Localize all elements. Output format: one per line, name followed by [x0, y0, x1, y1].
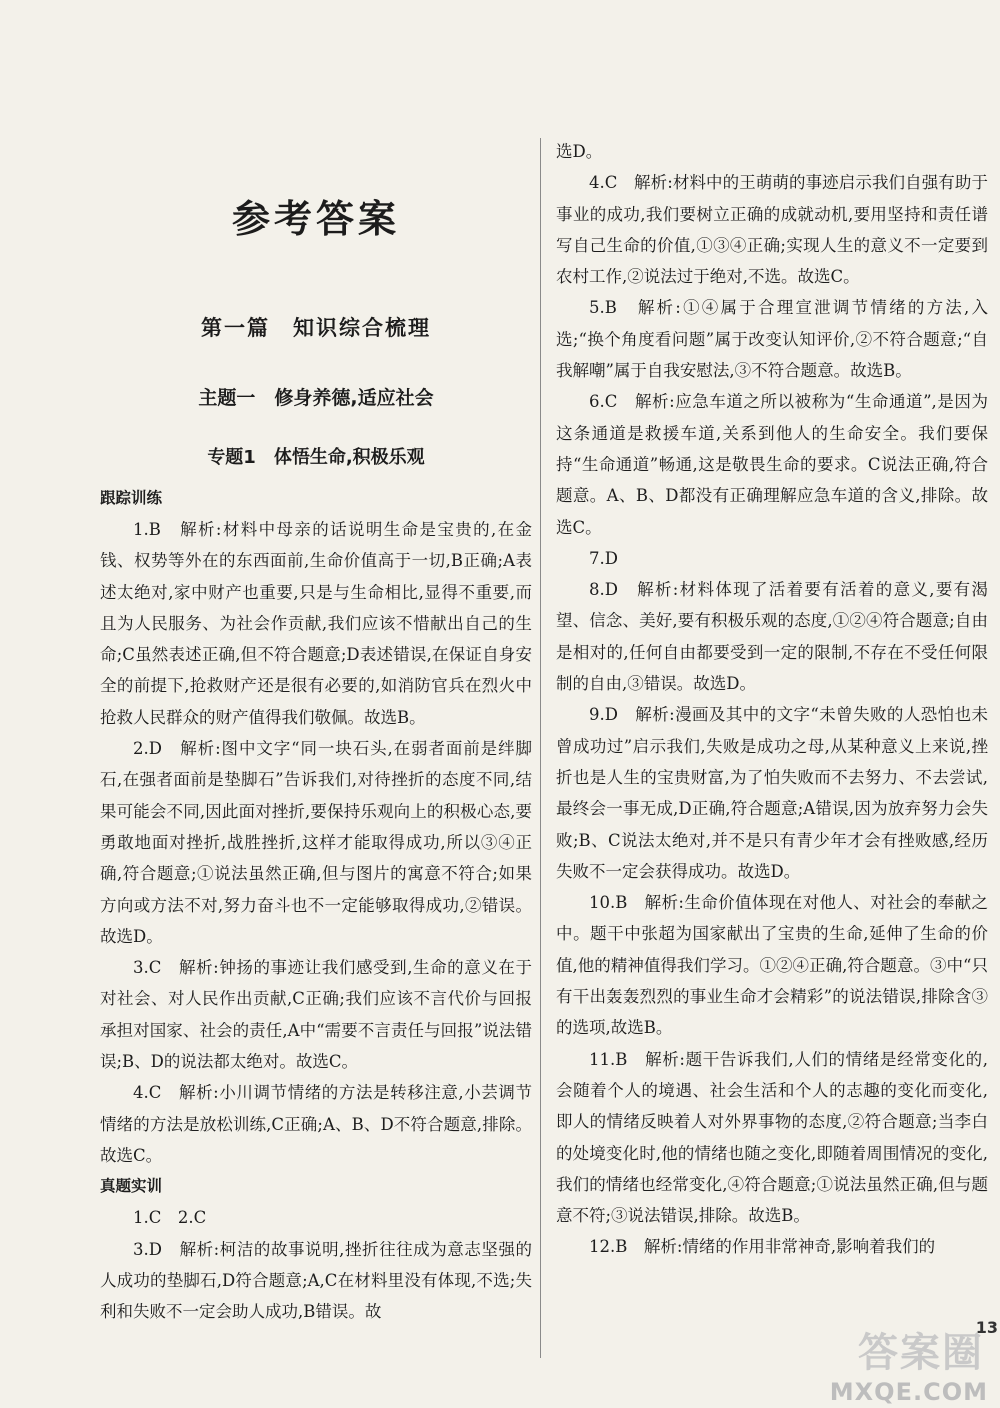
answer-r7: 7.D [589, 548, 618, 568]
answer-real-3: 3.D 解析:柯洁的故事说明,挫折往往成为意志坚强的人成功的垫脚石,D符合题意;A,C在材料里没有体现,不选;失利和失败不一定会助人成功,B错误。故 [100, 1239, 532, 1322]
answer-continued: 选D。 [556, 142, 603, 161]
answer-r9: 9.D 解析:漫画及其中的文字“未曾失败的人恐怕也未曾成功过”启示我们,失败是成功之母,从某种意义上来说,挫折也是人生的宝贵财富,为了怕失败而不去努力、不去尝试,最终会一事无成,D正确,符合题意;A错误,因为放弃努力会失败;B、C说法太绝对,并不是只有青少年才会有挫败感,经历失败不一定会获得成功。故选D。 [556, 705, 988, 881]
column-divider [540, 138, 541, 1358]
answer-r12: 12.B 解析:情绪的作用非常神奇,影响着我们的 [589, 1237, 936, 1257]
answer-r5: 5.B 解析:①④属于合理宣泄调节情绪的方法,入选;“换个角度看问题”属于改变认知评价,②不符合题意;“自我解嘲”属于自我安慰法,③不符合题意。故选B。 [556, 298, 988, 381]
answer-2: 2.D 解析:图中文字“同一块石头,在弱者面前是绊脚石,在强者面前是垫脚石”告诉我们,对待挫折的态度不同,结果可能会不同,因此面对挫折,要保持乐观向上的积极心态,要勇敢地面对挫折,战胜挫折,这样才能取得成功,所以③④正确,符合题意;①说法虽然正确,但与图片的寓意不符合;如果方向或方法不对,努力奋斗也不一定能够取得成功,②错误。故选D。 [100, 739, 532, 946]
answer-4: 4.C 解析:小川调节情绪的方法是转移注意,小芸调节情绪的方法是放松训练,C正确;A、B、D不符合题意,排除。故选C。 [100, 1083, 532, 1165]
page-number-fragment: 13 [975, 1318, 998, 1337]
theme-title: 主题一 修身养德,适应社会 [198, 387, 434, 409]
answer-r8: 8.D 解析:材料体现了活着要有活着的意义,要有渴望、信念、美好,要有积极乐观的态度,①②④符合题意;自由是相对的,任何自由都要受到一定的限制,不存在不受任何限制的自由,③错误。故选D。 [556, 580, 988, 694]
answer-r6: 6.C 解析:应急车道之所以被称为“生命通道”,是因为这条通道是救援车道,关系到他人的生命安全。我们要保持“生命通道”畅通,这是敬畏生命的要求。C说法正确,符合题意。A、B、D都没有正确理解应急车道的含义,排除。故选C。 [556, 392, 988, 537]
answer-3: 3.C 解析:钟扬的事迹让我们感受到,生命的意义在于对社会、对人民作出贡献,C正确;我们应该不言代价与回报承担对国家、社会的责任,A中“需要不言责任与回报”说法错误;B、D的说法都太绝对。故选C。 [100, 958, 532, 1072]
answer-r11: 11.B 解析:题干告诉我们,人们的情绪是经常变化的,会随着个人的境遇、社会生活和个人的志趣的变化而变化,即人的情绪反映着人对外界事物的态度,②符合题意;当李白的处境变化时,他的情绪也随之变化,即随着周围情况的变化,我们的情绪也经常变化,④符合题意;①说法虽然正确,但与题意不符;③说法错误,排除。故选B。 [556, 1049, 988, 1226]
left-column [100, 483, 532, 1327]
watermark-logo [810, 1328, 1000, 1408]
topic-title: 专题1 体悟生命,积极乐观 [207, 447, 425, 468]
answer-r10: 10.B 解析:生命价值体现在对他人、对社会的奉献之中。题干中张超为国家献出了宝贵的生命,延伸了生命的价值,他的精神值得我们学习。①②④正确,符合题意。③中“只有干出轰轰烈烈的事业生命才会精彩”的说法错误,排除含③的选项,故选B。 [556, 893, 988, 1038]
watermark-text-bottom: MXQE.COM [829, 1378, 988, 1406]
answer-1: 1.B 解析:材料中母亲的话说明生命是宝贵的,在金钱、权势等外在的东西面前,生命价值高于一切,B正确;A表述太绝对,家中财产也重要,只是与生命相比,显得不重要,而且为人民服务、为社会作贡献,我们应该不惜献出自己的生命;C虽然表述正确,但不符合题意;D表述错误,在保证自身安全的前提下,抢救财产还是很有必要的,如消防官兵在烈火中抢救人民群众的财产值得我们敬佩。故选B。 [100, 520, 532, 727]
watermark-text-top: 答案圈 [858, 1330, 984, 1376]
section-heading-real-exam: 真题实训 [100, 1177, 163, 1196]
answer-real-1-2: 1.C 2.C [133, 1208, 207, 1228]
page-title: 参考答案 [231, 196, 400, 241]
part-title: 第一篇 知识综合梳理 [201, 315, 431, 340]
right-column [556, 136, 988, 1263]
answer-r4: 4.C 解析:材料中的王萌萌的事迹启示我们自强有助于事业的成功,我们要树立正确的成就动机,要用坚持和责任谱写自己生命的价值,①③④正确;实现人生的意义不一定要到农村工作,②说法过于绝对,不选。故选C。 [556, 173, 988, 287]
section-heading-tracking: 跟踪训练 [100, 489, 163, 507]
